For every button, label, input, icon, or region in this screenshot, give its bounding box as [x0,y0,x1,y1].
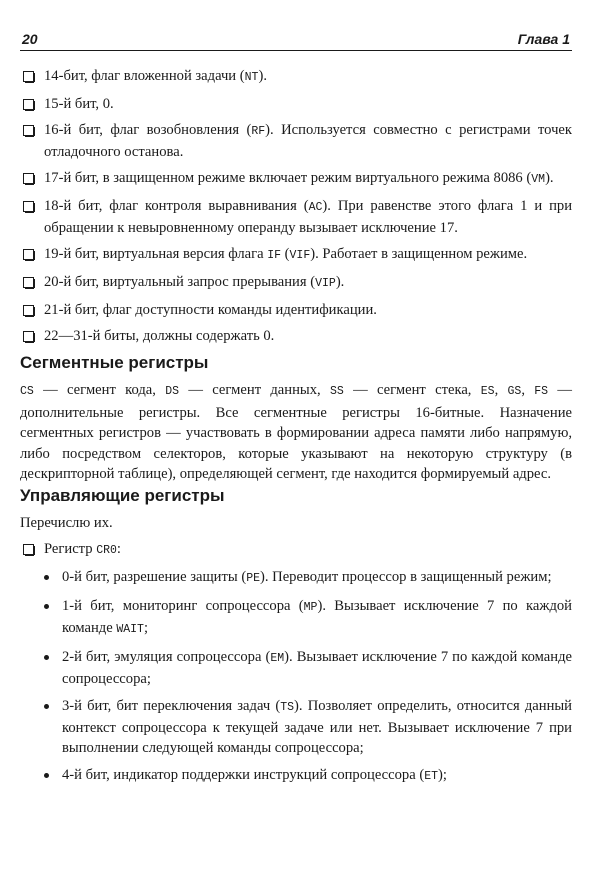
checkbox-square-icon [23,71,34,82]
running-head [20,28,572,51]
list-item: 19-й бит, виртуальная версия флага IF (VIF). Работает в защищенном режиме. [20,244,572,266]
bullet-item: 0-й бит, разрешение защиты (PE). Переводит процессор в защищенный режим; [20,567,572,589]
bullet-icon [44,704,49,709]
page-number: 20 [22,31,38,47]
checkbox-square-icon [23,201,34,212]
list-item: 22—31-й биты, должны содержать 0. [20,326,572,346]
bullet-icon [44,655,49,660]
bullet-item: 3-й бит, бит переключения задач (TS). Позволяет определить, относится данный контекст сопроцессора к текущей задаче или нет. Вызывает исключение 7 при выполнении следующей команды сопроцессора; [20,696,572,758]
list-item: 17-й бит, в защищенном режиме включает режим виртуального режима 8086 (VM). [20,168,572,190]
chapter-title: Глава 1 [517,31,570,47]
bullet-icon [44,604,49,609]
list-item: 15-й бит, 0. [20,94,572,114]
checkbox-square-icon [23,99,34,110]
checkbox-square-icon [23,544,34,555]
eflags-bits-list [20,66,572,346]
bullet-icon [44,575,49,580]
list-item: 18-й бит, флаг контроля выравнивания (AC). При равенстве этого флага 1 и при обращении к невыровненному операнду вызывает исключение 17. [20,196,572,238]
checkbox-square-icon [23,249,34,260]
control-intro: Перечислю их. [20,514,113,531]
list-item: 21-й бит, флаг доступности команды идентификации. [20,300,572,320]
bullet-icon [44,773,49,778]
checkbox-square-icon [23,173,34,184]
list-item: 16-й бит, флаг возобновления (RF). Используется совместно с регистрами точек отладочного останова. [20,120,572,162]
list-item-cr0: Регистр CR0: [20,539,572,561]
checkbox-square-icon [23,277,34,288]
bullet-item: 4-й бит, индикатор поддержки инструкций сопроцессора (ET); [20,765,572,787]
segment-registers-paragraph: CS — сегмент кода, DS — сегмент данных, SS — сегмент стека, ES, GS, FS — дополнительные регистры. Все сегментные регистры 16-битные. Назначение сегментных регистров — участвовать в формировании адреса памяти либо напрямую, либо посредством селекторов, которые указывают на некоторую структуру (в дескрипторной таблице), определяющей сегмент, где находится формируемый адрес. [20,382,572,482]
list-item: 20-й бит, виртуальный запрос прерывания (VIP). [20,272,572,294]
control-registers-list [20,539,572,561]
section-heading-segment-registers: Сегментные регистры [20,353,209,372]
bullet-item: 2-й бит, эмуляция сопроцессора (EM). Вызывает исключение 7 по каждой команде сопроцессора; [20,647,572,689]
list-item: 14-бит, флаг вложенной задачи (NT). [20,66,572,88]
bullet-item: 1-й бит, мониторинг сопроцессора (MP). Вызывает исключение 7 по каждой команде WAIT; [20,596,572,640]
checkbox-square-icon [23,125,34,136]
section-heading-control-registers: Управляющие регистры [20,485,225,505]
checkbox-square-icon [23,331,34,342]
cr0-bits-bullets [20,567,572,787]
book-page [20,28,572,794]
checkbox-square-icon [23,305,34,316]
